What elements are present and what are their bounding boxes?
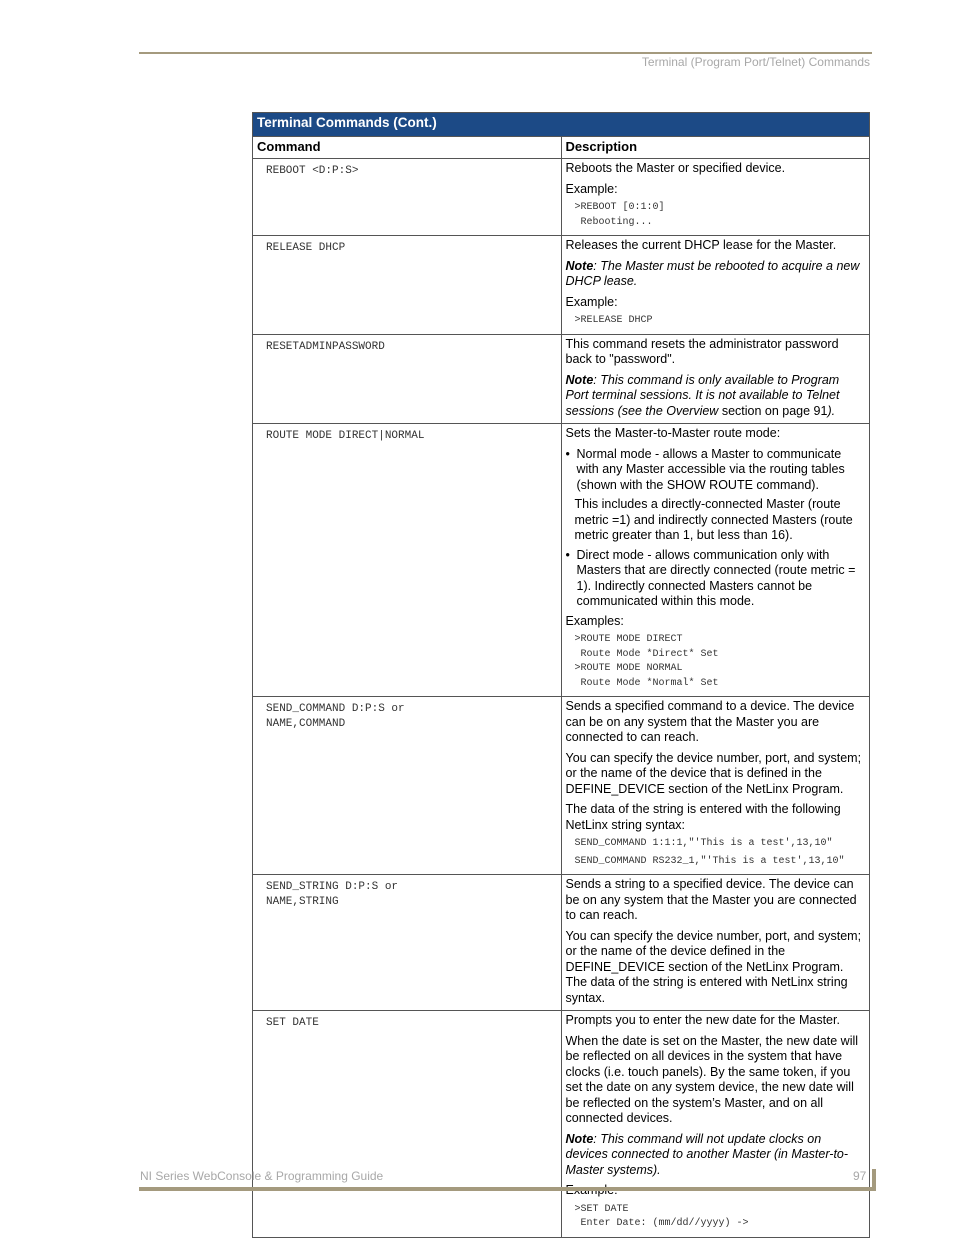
code-example: Route Mode *Normal* Set bbox=[574, 677, 719, 689]
note-label: Note bbox=[565, 372, 594, 387]
note-end: ). bbox=[827, 403, 836, 418]
code-example: Enter Date: (mm/dd//yyyy) -> bbox=[574, 1218, 749, 1229]
code-example: Rebooting... bbox=[574, 216, 653, 228]
note-body: : This command is only available to Program Port terminal sessions. It is not available to Telnet sessions (see the Overview bbox=[565, 372, 840, 418]
column-header-description: Description bbox=[561, 137, 870, 159]
description-cell bbox=[561, 875, 870, 1011]
table-row bbox=[253, 697, 870, 875]
footer-page-number: 97 bbox=[853, 1169, 867, 1183]
examples-label: Examples: bbox=[565, 613, 624, 628]
description-cell bbox=[561, 697, 870, 875]
description-text: You can specify the device number, port, and system; or the name of the device defined in the DEFINE_DEVICE section of the NetLinx Program. The data of the string is entered with NetLinx string syntax. bbox=[565, 928, 862, 1005]
bullet-subtext: This includes a directly-connected Master (route metric =1) and indirectly connected Masters (route metric greater than 1, but less than 16). bbox=[574, 497, 853, 542]
description-text: This command resets the administrator password back to "password". bbox=[565, 336, 839, 366]
table-row bbox=[253, 159, 870, 236]
terminal-commands-table bbox=[252, 112, 870, 1238]
footer-guide-title: NI Series WebConsole & Programming Guide bbox=[140, 1169, 384, 1183]
example-label: Example: bbox=[565, 181, 618, 196]
command-send-string-cont: NAME,STRING bbox=[266, 896, 339, 908]
note-cross-reference: section on page 91 bbox=[721, 403, 828, 418]
table-row bbox=[253, 424, 870, 697]
table-row bbox=[253, 236, 870, 335]
description-text: Sends a string to a specified device. The device can be on any system that the Master you are connected to can reach. bbox=[565, 877, 857, 922]
code-example: >ROUTE MODE NORMAL bbox=[574, 663, 683, 674]
example-label: Example: bbox=[565, 294, 618, 309]
header-rule bbox=[139, 52, 872, 54]
command-route-mode: ROUTE MODE DIRECT|NORMAL bbox=[266, 430, 425, 442]
command-set-date: SET DATE bbox=[266, 1017, 319, 1029]
note-body: : This command will not update clocks on devices connected to another Master (in Master-to-Master systems). bbox=[565, 1131, 849, 1177]
description-cell bbox=[561, 236, 870, 335]
running-header: Terminal (Program Port/Telnet) Commands bbox=[641, 55, 870, 69]
description-text: Reboots the Master or specified device. bbox=[565, 161, 786, 175]
note-text bbox=[566, 1132, 866, 1179]
bullet-text: Direct mode - allows communication only with Masters that are directly connected (route metric = 1). Indirectly connected Masters cannot be communicated within this mode. bbox=[576, 547, 856, 608]
code-example: Route Mode *Direct* Set bbox=[574, 648, 719, 660]
bullet-normal-mode bbox=[566, 447, 866, 494]
note-text bbox=[566, 373, 866, 420]
description-cell bbox=[561, 159, 870, 236]
command-send-command-cont: NAME,COMMAND bbox=[266, 718, 346, 730]
note-text bbox=[566, 259, 866, 290]
column-header-command: Command bbox=[253, 137, 562, 159]
command-resetadminpassword: RESETADMINPASSWORD bbox=[266, 340, 385, 353]
command-send-command: SEND_COMMAND D:P:S or bbox=[266, 703, 405, 715]
code-example: >SET DATE bbox=[574, 1203, 629, 1215]
note-label: Note bbox=[565, 1131, 594, 1146]
table-title: Terminal Commands (Cont.) bbox=[253, 113, 870, 137]
description-cell bbox=[561, 334, 870, 424]
description-text: Sends a specified command to a device. The device can be on any system that the Master you are connected to can reach. bbox=[565, 699, 855, 744]
table-row bbox=[253, 875, 870, 1011]
command-release-dhcp: RELEASE DHCP bbox=[266, 242, 346, 254]
bullet-icon: • bbox=[565, 547, 570, 562]
command-send-string: SEND_STRING D:P:S or bbox=[266, 881, 399, 893]
description-cell bbox=[561, 424, 870, 697]
description-text: Prompts you to enter the new date for the Master. bbox=[565, 1013, 840, 1027]
bullet-direct-mode bbox=[566, 548, 866, 610]
table-row bbox=[253, 1011, 870, 1238]
footer-rule bbox=[139, 1187, 876, 1191]
bullet-text: Normal mode - allows a Master to communicate with any Master accessible via the routing tables (shown with the SHOW ROUTE command). bbox=[576, 446, 845, 492]
code-example: SEND_COMMAND RS232_1,"'This is a test',13,10" bbox=[574, 855, 845, 867]
command-reboot: REBOOT <D:P:S> bbox=[266, 165, 359, 177]
bullet-icon: • bbox=[565, 446, 570, 461]
description-cell bbox=[561, 1011, 870, 1238]
code-example: SEND_COMMAND 1:1:1,"'This is a test',13,10" bbox=[574, 838, 833, 849]
description-text: Sets the Master-to-Master route mode: bbox=[565, 426, 781, 440]
description-text: You can specify the device number, port, and system; or the name of the device that is defined in the DEFINE_DEVICE section of the NetLinx Program. bbox=[565, 750, 862, 796]
code-example: >ROUTE MODE DIRECT bbox=[574, 634, 683, 645]
description-text: Releases the current DHCP lease for the Master. bbox=[565, 238, 837, 252]
description-text: The data of the string is entered with the following NetLinx string syntax: bbox=[565, 802, 841, 832]
table-row bbox=[253, 334, 870, 424]
description-text: When the date is set on the Master, the new date will be reflected on all devices in the system that have clocks (i.e. touch panels). By the same token, if you set the date on any system device, the new date will be reflected on the system’s Master, and on all connected devices. bbox=[565, 1033, 859, 1125]
code-example: >REBOOT [0:1:0] bbox=[574, 202, 665, 213]
note-label: Note bbox=[565, 258, 594, 273]
code-example: >RELEASE DHCP bbox=[574, 315, 653, 326]
note-body: : The Master must be rebooted to acquire a new DHCP lease. bbox=[565, 258, 860, 288]
